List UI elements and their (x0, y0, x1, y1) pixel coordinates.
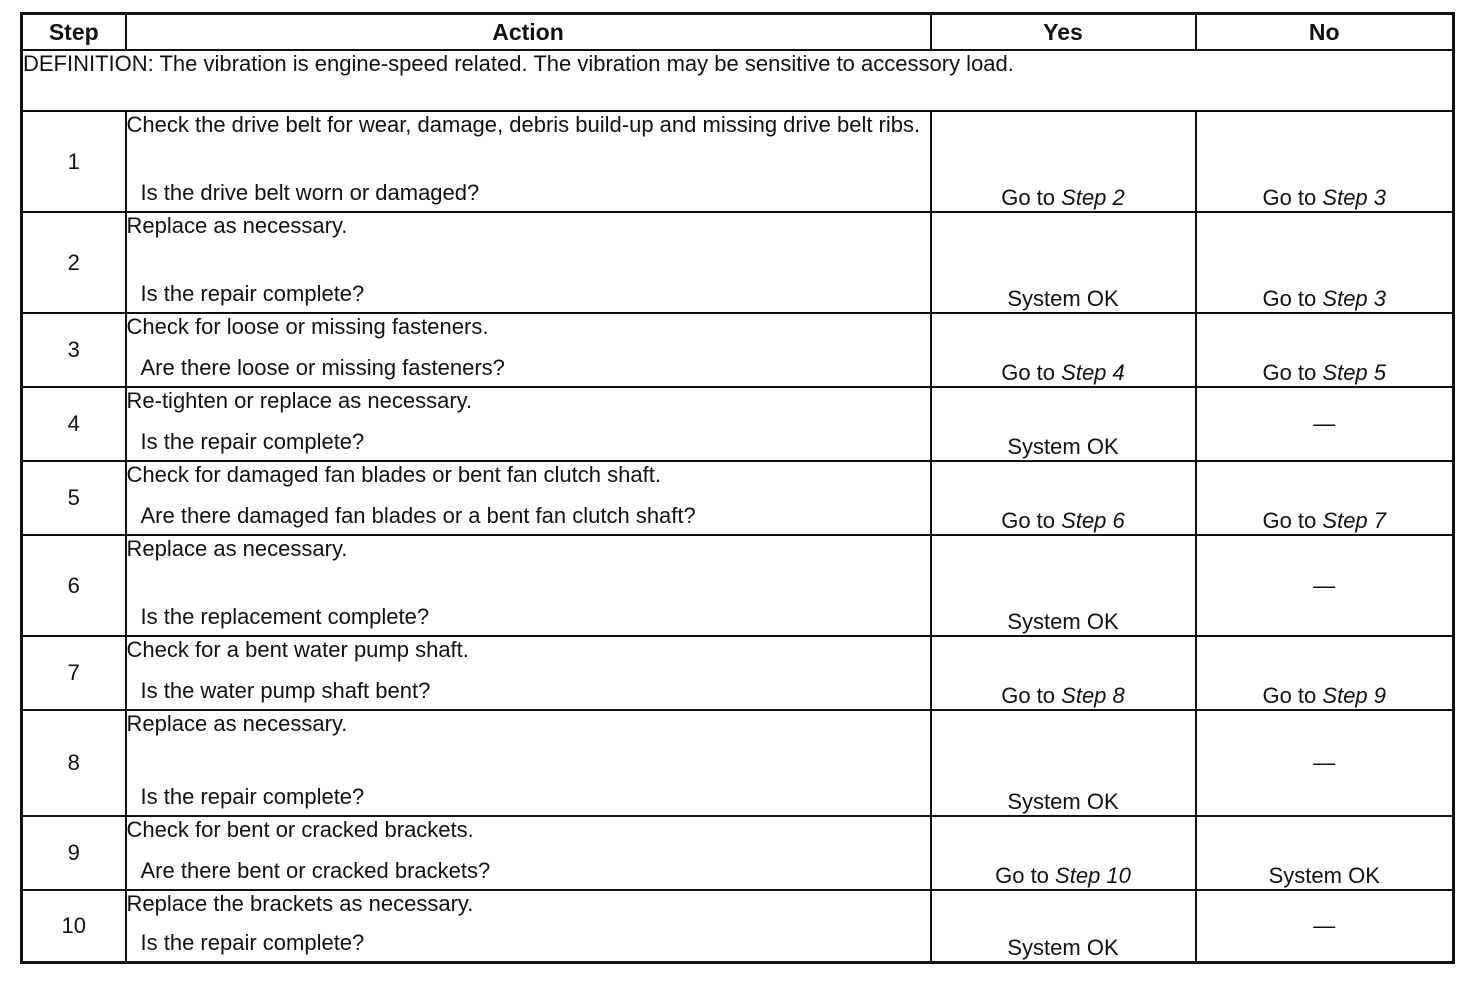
action-question: Are there damaged fan blades or a bent fan clutch shaft? (140, 503, 696, 528)
table-row (22, 313, 1454, 387)
action-cell (126, 816, 931, 890)
action-cell (126, 535, 931, 636)
step-number: 8 (22, 710, 126, 816)
step-number: 7 (22, 636, 126, 710)
table-row (22, 111, 1454, 212)
action-cell (126, 111, 931, 212)
no-cell: — (1196, 535, 1454, 636)
action-cell (126, 461, 931, 535)
table-row (22, 387, 1454, 461)
action-question: Is the repair complete? (140, 429, 365, 454)
step-number: 6 (22, 535, 126, 636)
action-instruction: Check for a bent water pump shaft. (126, 637, 469, 662)
step-ref: Step 10 (1055, 863, 1131, 888)
action-question: Are there bent or cracked brackets? (140, 858, 491, 883)
goto-text: Go to (995, 863, 1049, 888)
yes-cell: System OK (931, 535, 1196, 636)
action-question: Is the repair complete? (140, 784, 365, 809)
no-cell (1196, 636, 1454, 710)
table-row (22, 710, 1454, 816)
header-yes: Yes (931, 14, 1196, 51)
header-no: No (1196, 14, 1454, 51)
action-instruction: Replace the brackets as necessary. (126, 891, 474, 916)
goto-text: Go to (1262, 683, 1317, 708)
table-row (22, 636, 1454, 710)
step-ref: Step 5 (1322, 360, 1387, 385)
no-cell: System OK (1196, 816, 1454, 890)
goto-text: Go to (1001, 360, 1056, 385)
action-cell (126, 890, 931, 962)
no-cell: — (1196, 890, 1454, 962)
yes-cell: System OK (931, 890, 1196, 962)
action-cell (126, 387, 931, 461)
goto-text: Go to (1001, 508, 1056, 533)
goto-text: Go to (1262, 185, 1317, 210)
no-cell: — (1196, 710, 1454, 816)
action-question: Is the water pump shaft bent? (140, 678, 431, 703)
step-number: 5 (22, 461, 126, 535)
no-cell: — (1196, 387, 1454, 461)
yes-cell (931, 111, 1196, 212)
action-instruction: Replace as necessary. (126, 536, 348, 561)
goto-text: Go to (1262, 360, 1317, 385)
action-instruction: Re-tighten or replace as necessary. (126, 388, 473, 413)
action-cell (126, 313, 931, 387)
action-instruction: Replace as necessary. (126, 213, 348, 238)
header-action: Action (126, 14, 931, 51)
yes-cell: System OK (931, 387, 1196, 461)
no-cell (1196, 461, 1454, 535)
step-ref: Step 4 (1061, 360, 1125, 385)
diagnostic-table (20, 12, 1455, 964)
action-instruction: Replace as necessary. (126, 711, 348, 736)
step-number: 10 (22, 890, 126, 962)
yes-cell: System OK (931, 710, 1196, 816)
step-ref: Step 3 (1322, 185, 1387, 210)
yes-cell (931, 313, 1196, 387)
action-instruction: Check for loose or missing fasteners. (126, 314, 489, 339)
step-number: 4 (22, 387, 126, 461)
step-ref: Step 8 (1061, 683, 1125, 708)
table-row (22, 461, 1454, 535)
definition-row (22, 50, 1454, 111)
no-cell (1196, 111, 1454, 212)
goto-text: Go to (1001, 683, 1056, 708)
step-ref: Step 2 (1061, 185, 1125, 210)
action-cell (126, 636, 931, 710)
step-ref: Step 7 (1322, 508, 1387, 533)
definition-text: DEFINITION: The vibration is engine-speed related. The vibration may be sensitive to accessory load. (22, 50, 1454, 111)
step-ref: Step 3 (1322, 286, 1387, 311)
header-step: Step (22, 14, 126, 51)
goto-text: Go to (1001, 185, 1056, 210)
table-row (22, 212, 1454, 313)
action-question: Is the drive belt worn or damaged? (140, 180, 480, 205)
action-question: Is the repair complete? (140, 929, 365, 955)
step-number: 3 (22, 313, 126, 387)
action-cell (126, 212, 931, 313)
action-cell (126, 710, 931, 816)
yes-cell (931, 461, 1196, 535)
no-cell (1196, 212, 1454, 313)
action-question: Are there loose or missing fasteners? (140, 355, 505, 380)
step-ref: Step 9 (1322, 683, 1387, 708)
step-number: 1 (22, 111, 126, 212)
action-instruction: Check the drive belt for wear, damage, debris build-up and missing drive belt ribs. (126, 112, 921, 137)
header-row (22, 14, 1454, 51)
goto-text: Go to (1262, 508, 1317, 533)
action-question: Is the repair complete? (140, 281, 365, 306)
yes-cell (931, 636, 1196, 710)
no-cell (1196, 313, 1454, 387)
table-row (22, 535, 1454, 636)
step-number: 9 (22, 816, 126, 890)
action-instruction: Check for bent or cracked brackets. (126, 817, 474, 842)
action-instruction: Check for damaged fan blades or bent fan clutch shaft. (126, 462, 661, 487)
yes-cell (931, 816, 1196, 890)
action-question: Is the replacement complete? (140, 604, 430, 629)
step-ref: Step 6 (1061, 508, 1125, 533)
step-number: 2 (22, 212, 126, 313)
yes-cell: System OK (931, 212, 1196, 313)
goto-text: Go to (1262, 286, 1317, 311)
table-row (22, 816, 1454, 890)
table-row (22, 890, 1454, 962)
